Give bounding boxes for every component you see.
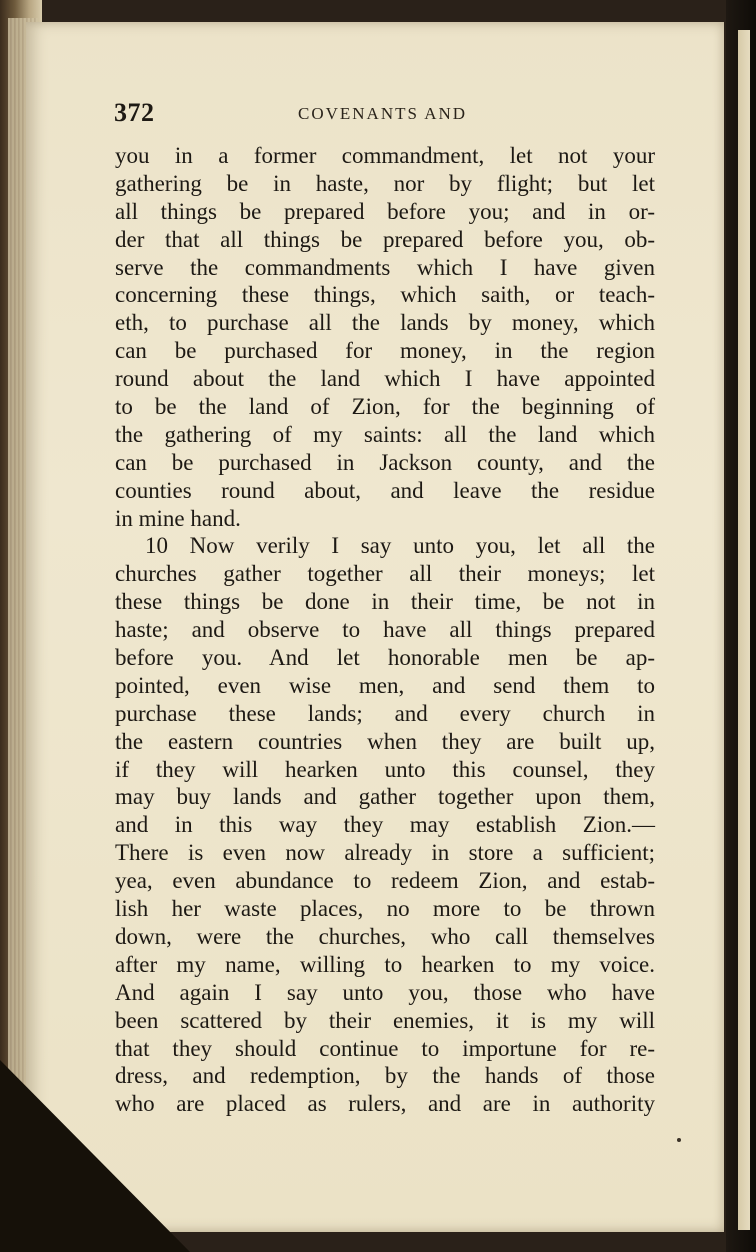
verse-line: 10 Now verily I say unto you, let all the (145, 533, 655, 559)
text-line: these things be done in their time, be not in (115, 589, 655, 615)
text-line: can be purchased for money, in the region (115, 338, 655, 364)
text-line: There is even now already in store a sufficient; (115, 840, 655, 866)
text-line: eth, to purchase all the lands by money, which (115, 310, 655, 336)
text-line: that they should continue to importune for re- (115, 1035, 655, 1061)
text-line: der that all things be prepared before you, ob- (115, 226, 655, 252)
text-line: yea, even abundance to redeem Zion, and estab- (115, 868, 655, 894)
page-number: 372 (114, 98, 155, 127)
text-line: round about the land which I have appointed (115, 366, 655, 392)
text-line: after my name, willing to hearken to my voice. (115, 951, 655, 977)
text-line: the gathering of my saints: all the land which (115, 421, 655, 447)
text-line: pointed, even wise men, and send them to (115, 672, 655, 698)
text-line: in mine hand. (115, 505, 241, 531)
text-line: serve the commandments which I have given (115, 254, 655, 280)
text-line: And again I say unto you, those who have (115, 979, 655, 1005)
text-line: the eastern countries when they are built up, (115, 728, 655, 754)
text-line: all things be prepared before you; and in or- (115, 198, 655, 224)
text-line: down, were the churches, who call themselves (115, 923, 655, 949)
text-line: lish her waste places, no more to be thrown (115, 896, 655, 922)
text-line: who are placed as rulers, and are in authority (115, 1091, 655, 1117)
body-text (115, 142, 655, 1118)
text-line: haste; and observe to have all things prepared (115, 617, 655, 643)
text-line: counties round about, and leave the residue (115, 477, 655, 503)
margin-dot (677, 1138, 681, 1142)
running-head: COVENANTS AND (298, 104, 468, 123)
text-line: and in this way they may establish Zion.— (115, 812, 655, 838)
text-line: gathering be in haste, nor by flight; but let (115, 170, 655, 196)
text-line: before you. And let honorable men be ap- (115, 645, 655, 671)
next-page-edge (738, 30, 750, 1230)
text-line: dress, and redemption, by the hands of those (115, 1063, 655, 1089)
text-line: you in a former commandment, let not your (115, 143, 655, 168)
text-line: may buy lands and gather together upon them, (115, 784, 655, 810)
text-line: to be the land of Zion, for the beginning of (115, 394, 655, 420)
page-header (114, 98, 634, 138)
text-line: been scattered by their enemies, it is my will (115, 1007, 655, 1033)
text-line: concerning these things, which saith, or teach- (115, 282, 655, 308)
text-line: purchase these lands; and every church in (115, 700, 655, 726)
text-line: can be purchased in Jackson county, and the (115, 449, 655, 475)
text-line: churches gather together all their moneys; let (115, 561, 655, 587)
text-line: if they will hearken unto this counsel, they (115, 756, 655, 782)
